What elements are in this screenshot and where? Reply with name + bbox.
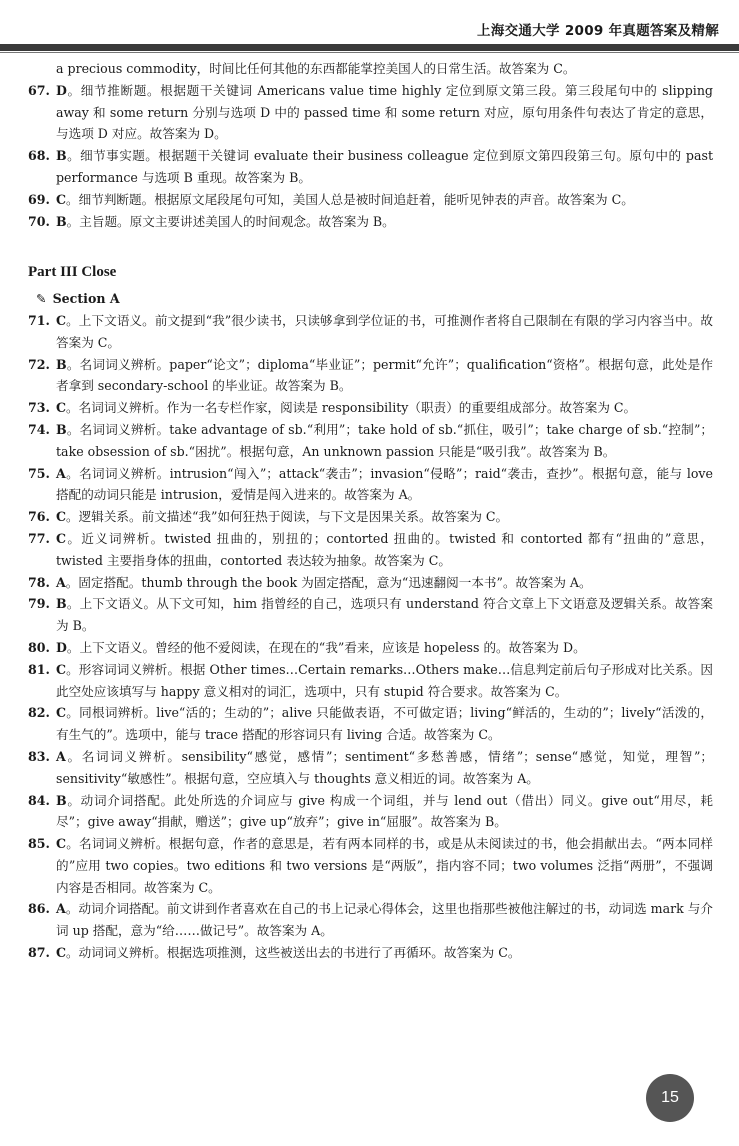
question-number: 83. <box>28 748 50 764</box>
answer-letter: C <box>56 509 67 525</box>
explanation-text: 。细节事实题。根据题干关键词 evaluate their business colleague 定位到原文第四段第三句。原句中的 past performance 与选项 B 重现。故答案为 B。 <box>56 148 713 185</box>
answer-item <box>28 898 713 942</box>
answer-letter: D <box>56 82 67 98</box>
explanation-text: 。上下文语义。前文提到“我”很少读书，只读够拿到学位证的书，可推测作者将自己限制在有限的学习内容当中。故答案为 C。 <box>56 312 713 350</box>
question-number: 76. <box>28 509 50 525</box>
page-content <box>28 58 713 964</box>
answer-item <box>28 189 713 211</box>
part3-answer-list <box>28 310 713 964</box>
answer-letter: C <box>56 945 67 961</box>
explanation-text: 。动词介词搭配。前文讲到作者喜欢在自己的书上记录心得体会，这里也指那些被他注解过的书，动词选 mark 与介词 up 搭配，意为“给……做记号”。故答案为 A。 <box>56 901 713 939</box>
answer-item <box>28 790 713 834</box>
explanation-text: 。主旨题。原文主要讲述美国人的时间观念。故答案为 B。 <box>66 213 395 229</box>
explanation-text: 。名词词义辨析。根据句意，作者的意思是，若有两本同样的书，或是从未阅读过的书，他会捐献出去。“两本同样的”应用 two copies。two editions 和 two versions 是“两版”，指内容不同；two volumes 泛指“两册”，不强调内容是否相同。故答案为 C。 <box>56 836 713 895</box>
answer-item <box>28 528 713 572</box>
answer-letter: C <box>56 836 67 852</box>
answer-item <box>28 637 713 659</box>
section-label: Section A <box>52 291 120 307</box>
explanation-text: 。同根词辨析。live“活的；生动的”；alive 只能做表语，不可做定语；living“鲜活的，生动的”；lively“活泼的，有生气的”。选项中，能与 trace 搭配的形容词只有 living 合适。故答案为 C。 <box>56 705 713 743</box>
answer-item <box>28 702 713 746</box>
answer-item <box>28 572 713 594</box>
explanation-text: 。近义词辨析。twisted 扭曲的，别扭的；contorted 扭曲的。twisted 和 contorted 都有“扭曲的”意思，twisted 主要指身体的扭曲，contorted 表达较为抽象。故答案为 C。 <box>56 530 713 568</box>
answer-letter: A <box>56 901 66 917</box>
continuation-text: a precious commodity，时间比任何其他的东西都能掌控美国人的日常生活。故答案为 C。 <box>56 61 576 76</box>
header-rule <box>0 44 739 51</box>
answer-letter: C <box>56 400 67 416</box>
question-number: 84. <box>28 792 50 808</box>
explanation-text: 。细节判断题。根据原文尾段尾句可知，美国人总是被时间追赶着，能听见钟表的声音。故答案为 C。 <box>66 191 634 207</box>
question-number: 85. <box>28 836 50 852</box>
answer-letter: B <box>56 596 67 612</box>
answer-letter: C <box>56 705 67 721</box>
question-number: 82. <box>28 705 50 721</box>
question-number: 77. <box>28 530 50 546</box>
answer-item <box>28 746 713 790</box>
header-rule-thin <box>0 52 739 53</box>
question-number: 73. <box>28 400 50 416</box>
question-number: 67. <box>28 82 50 98</box>
explanation-text: 。名词词义辨析。sensibility“感觉，感情”；sentiment“多愁善感，情绪”；sense“感觉，知觉，理智”；sensitivity“敏感性”。根据句意，空应填入与 thoughts 意义相近的词。故答案为 A。 <box>56 748 713 786</box>
answer-letter: D <box>56 639 67 655</box>
question-number: 72. <box>28 356 50 372</box>
explanation-text: 。名词词义辨析。作为一名专栏作家，阅读是 responsibility（职责）的重要组成部分。故答案为 C。 <box>66 400 637 416</box>
explanation-text: 。上下文语义。从下文可知，him 指曾经的自己，选项只有 understand 符合文章上下文语意及逻辑关系。故答案为 B。 <box>56 596 713 634</box>
question-number: 78. <box>28 574 50 590</box>
answer-item <box>28 80 713 145</box>
part1-answer-list <box>28 80 713 233</box>
answer-letter: B <box>56 792 67 808</box>
answer-item <box>28 506 713 528</box>
explanation-text: 。上下文语义。曾经的他不爱阅读，在现在的“我”看来，应该是 hopeless 的。故答案为 D。 <box>66 639 586 655</box>
answer-item <box>28 463 713 507</box>
explanation-text: 。动词词义辨析。根据选项推测，这些被送出去的书进行了再循环。故答案为 C。 <box>66 945 521 961</box>
question-number: 70. <box>28 213 50 229</box>
header-title: 上海交通大学 2009 年真题答案及精解 <box>477 23 719 39</box>
answer-item <box>28 942 713 964</box>
explanation-text: 。名词词义辨析。paper“论文”；diploma“毕业证”；permit“允许”；qualification“资格”。根据句意，此处是作者拿到 secondary-school 的毕业证。故答案为 B。 <box>56 356 713 394</box>
explanation-text: 。细节推断题。根据题干关键词 Americans value time highly 定位到原文第三段。第三段尾句中的 slipping away 和 some return 分别与选项 D 中的 passed time 和 some return 对应，原句用条件句表达了肯定的意思，与选项 D 对应。故答案为 D。 <box>56 82 713 142</box>
explanation-text: 。固定搭配。thumb through the book 为固定搭配，意为“迅速翻阅一本书”。故答案为 A。 <box>65 574 592 590</box>
answer-item <box>28 310 713 354</box>
part-title: Part III Close <box>28 264 117 281</box>
question-number: 81. <box>28 661 50 677</box>
answer-letter: A <box>56 574 66 590</box>
answer-letter: B <box>56 213 67 229</box>
answer-letter: A <box>56 748 66 764</box>
answer-item <box>28 419 713 463</box>
explanation-text: 。动词介词搭配。此处所选的介词应与 give 构成一个词组，并与 lend out（借出）同义。give out“用尽，耗尽”；give away“捐献，赠送”；give up“放弃”；give in“屈服”。故答案为 B。 <box>56 792 713 830</box>
explanation-text: 。名词词义辨析。take advantage of sb.“利用”；take hold of sb.“抓住，吸引”；take charge of sb.“控制”；take obsession of sb.“困扰”。根据句意，An unknown passion 只能是“吸引我”。故答案为 B。 <box>56 421 713 459</box>
pencil-icon: ✎ <box>36 291 47 307</box>
explanation-text: 。名词词义辨析。intrusion“闯入”；attack“袭击”；invasion“侵略”；raid“袭击，查抄”。根据句意，能与 love 搭配的动词只能是 intrusion，爱情是闯入进来的。故答案为 A。 <box>56 465 713 503</box>
explanation-text: 。逻辑关系。前文描述“我”如何狂热于阅读，与下文是因果关系。故答案为 C。 <box>66 509 509 525</box>
question-number: 69. <box>28 191 50 207</box>
answer-item <box>28 659 713 703</box>
answer-item <box>28 397 713 419</box>
answer-letter: B <box>56 421 67 437</box>
explanation-text: 。形容词词义辨析。根据 Other times…Certain remarks…Others make…信息判定前后句子形成对比关系。因此空处应该填写与 happy 意义相对的词汇，选项中，只有 stupid 符合要求。故答案为 C。 <box>56 661 713 699</box>
answer-letter: B <box>56 356 67 372</box>
page-number-badge: 15 <box>646 1074 694 1122</box>
answer-letter: A <box>56 465 66 481</box>
question-number: 79. <box>28 596 50 612</box>
answer-item <box>28 593 713 637</box>
question-number: 74. <box>28 421 50 437</box>
answer-item <box>28 211 713 233</box>
answer-letter: C <box>56 530 67 546</box>
question-number: 80. <box>28 639 50 655</box>
section-title <box>28 288 713 310</box>
answer-letter: B <box>56 148 67 164</box>
answer-letter: C <box>56 661 67 677</box>
question-number: 71. <box>28 312 50 328</box>
question-number: 87. <box>28 945 50 961</box>
answer-item <box>28 833 713 898</box>
question-number: 68. <box>28 148 50 164</box>
answer-item <box>28 145 713 189</box>
question-number: 86. <box>28 901 50 917</box>
answer-letter: C <box>56 191 67 207</box>
question-number: 75. <box>28 465 50 481</box>
answer-letter: C <box>56 312 67 328</box>
answer-item <box>28 354 713 398</box>
